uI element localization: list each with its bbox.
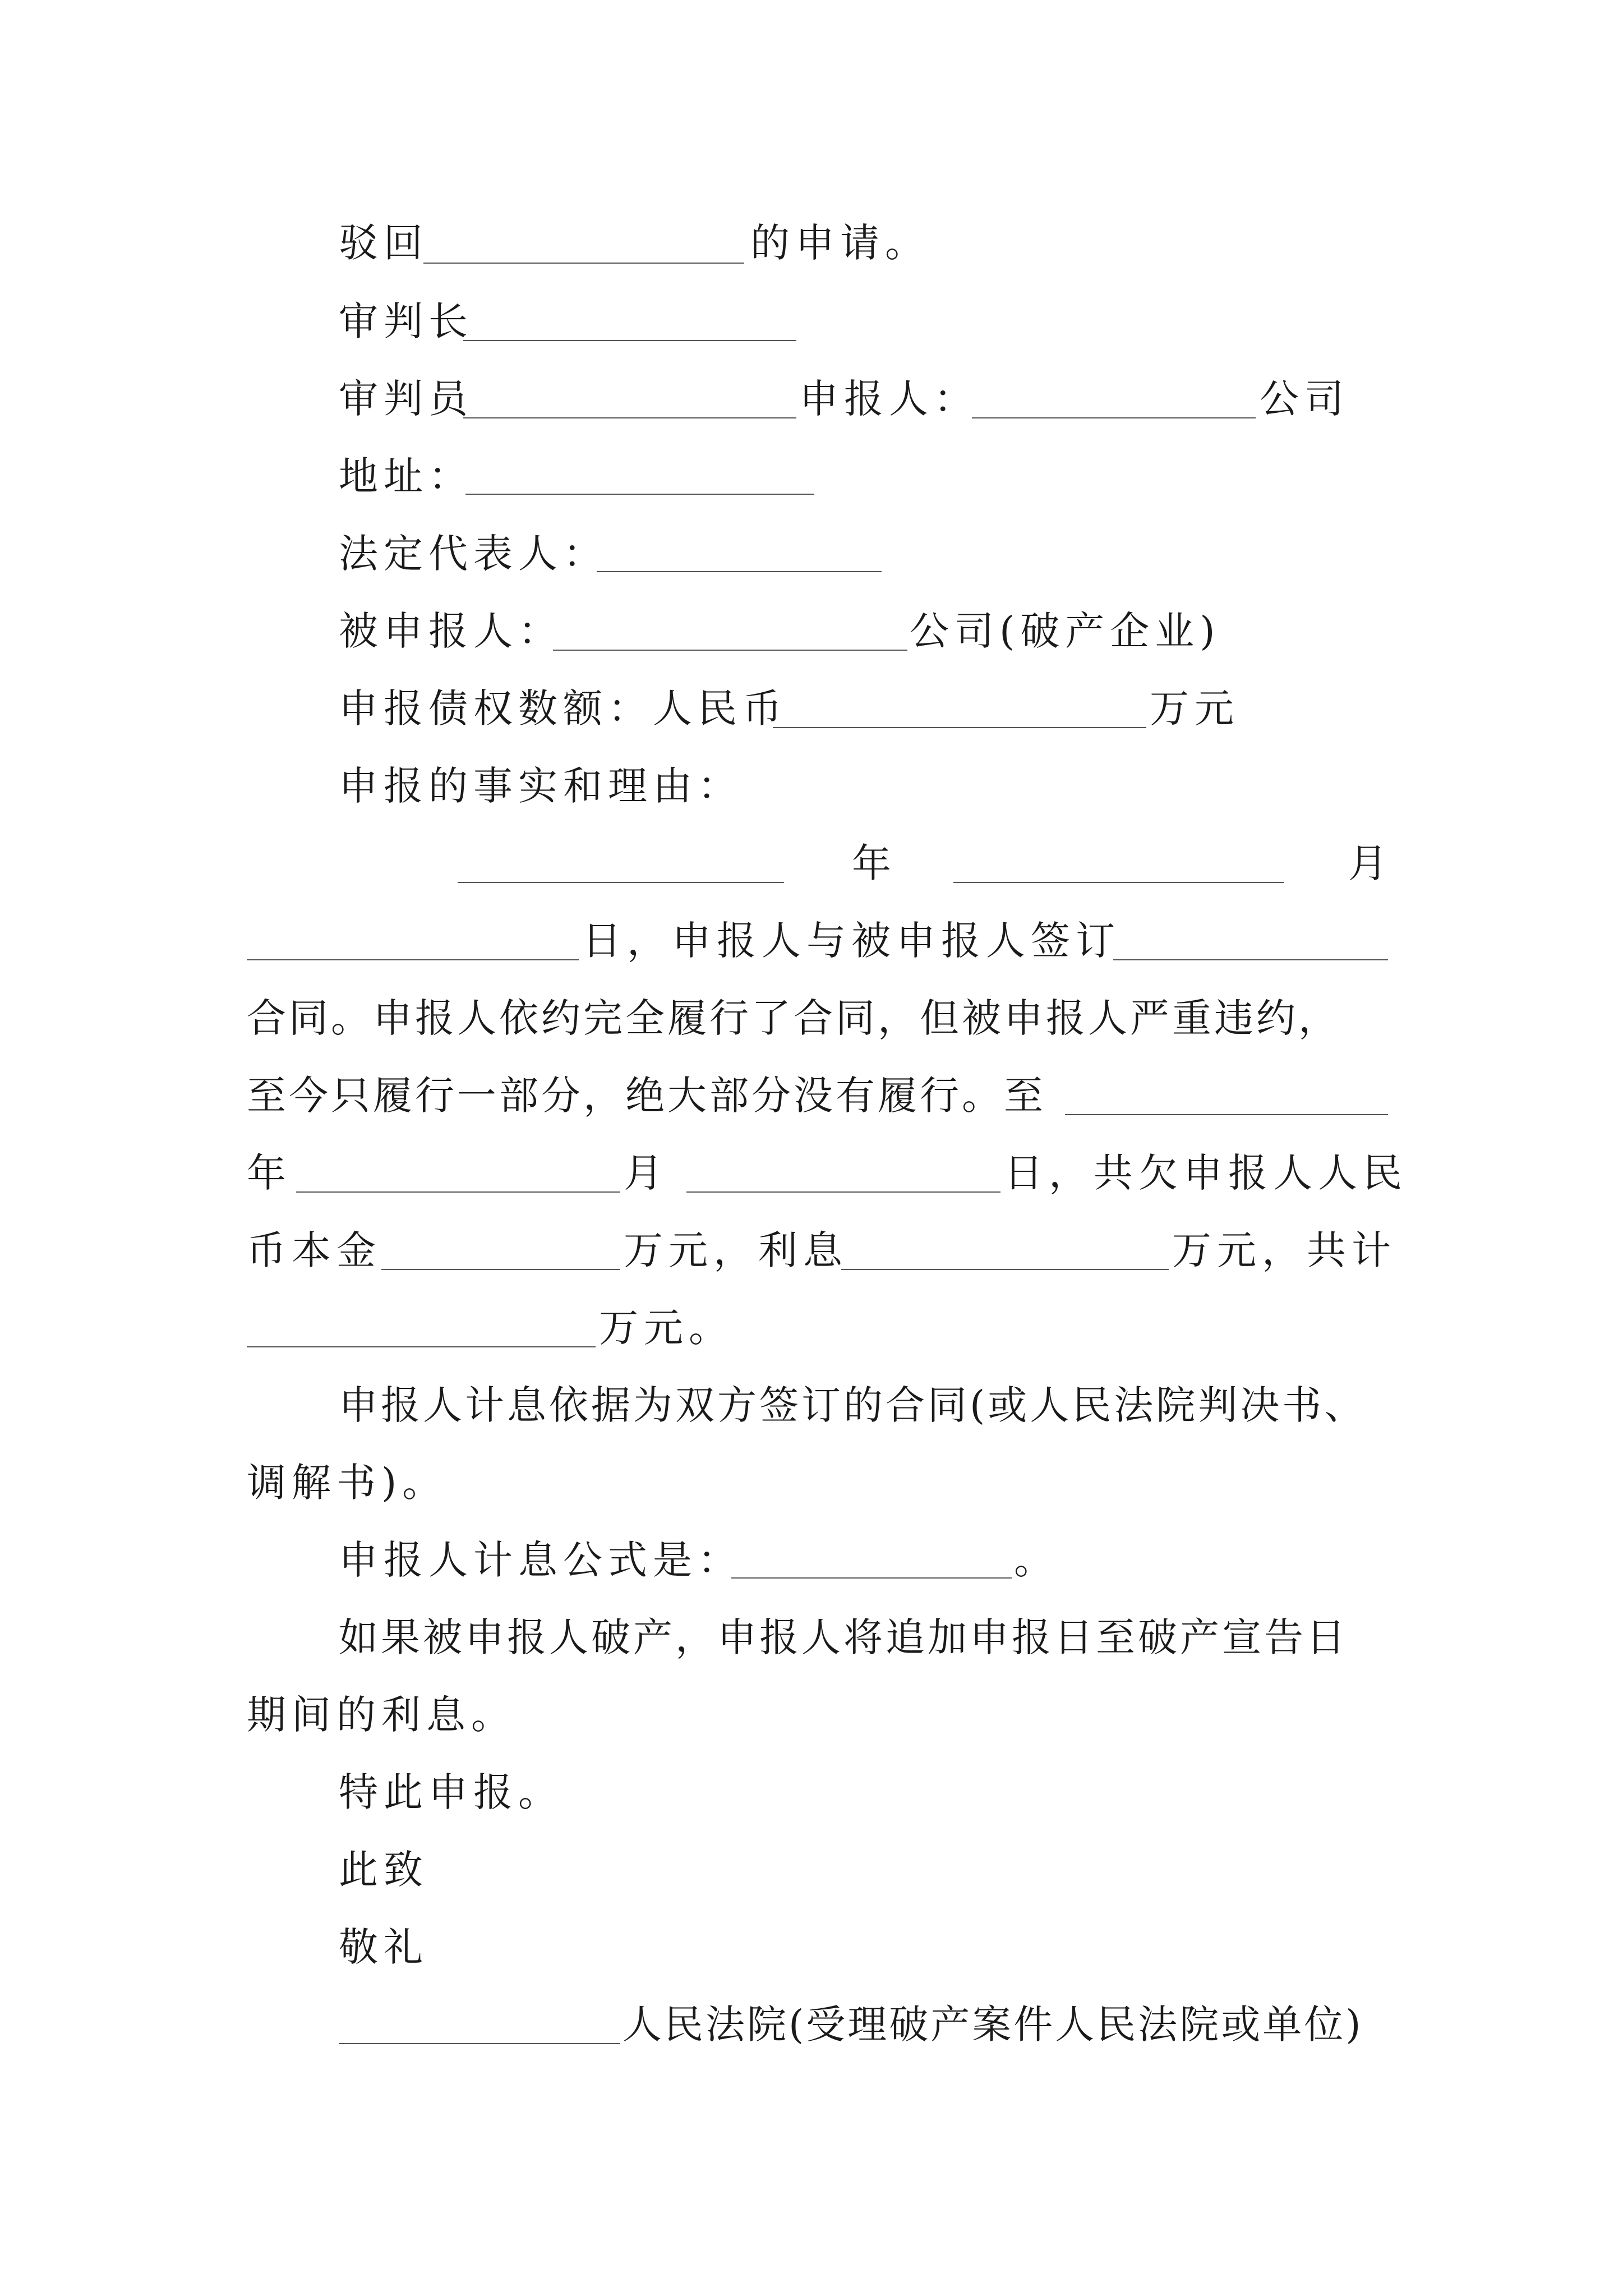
text-respondent: 被申报人： [339, 608, 563, 654]
text-month: 月 [1348, 840, 1393, 886]
text-year: 年 [852, 840, 897, 886]
text-mediation: 调解书)。 [247, 1460, 448, 1506]
text-company: 公司 [1260, 376, 1349, 422]
text-application: 的申请。 [750, 220, 930, 266]
text-signed: 日，申报人与被申报人签订 [582, 918, 1121, 964]
blank-address [465, 494, 814, 495]
text-partial-performance: 至今只履行一部分，绝大部分没有履行。至 [247, 1073, 1046, 1119]
blank-day [247, 959, 579, 960]
blank-year [458, 882, 784, 883]
text-reject: 驳回 [339, 220, 428, 266]
text-address: 地址： [339, 453, 473, 499]
blank-total [247, 1346, 596, 1347]
text-declarant: 申报人： [799, 376, 979, 422]
text-chief-judge: 审判长 [339, 298, 473, 344]
blank-applicant [423, 263, 744, 264]
text-year-2: 年 [247, 1150, 292, 1196]
blank-contract [1113, 959, 1388, 960]
text-to: 此致 [339, 1847, 428, 1893]
blank-principal [381, 1269, 620, 1270]
text-hereby-declare: 特此申报。 [339, 1769, 563, 1815]
text-facts-reasons: 申报的事实和理由： [339, 763, 743, 809]
text-interest-formula: 申报人计息公式是： [339, 1537, 743, 1583]
text-month-2: 月 [624, 1150, 668, 1196]
text-owed: 日，共欠申报人人民 [1004, 1150, 1408, 1196]
blank-interest [841, 1269, 1169, 1270]
blank-formula [731, 1577, 1012, 1579]
blank-claim-amount [773, 727, 1146, 728]
blank-until-year [1065, 1114, 1388, 1115]
blank-legal-rep [597, 571, 882, 572]
text-bankrupt-company: 公司(破产企业) [910, 608, 1221, 654]
text-legal-rep: 法定代表人： [339, 531, 608, 577]
blank-month [953, 882, 1284, 883]
blank-respondent-company [553, 650, 907, 651]
text-interest-period: 期间的利息。 [247, 1692, 516, 1738]
text-principal: 币本金 [247, 1227, 381, 1273]
text-court: 人民法院(受理破产案件人民法院或单位) [623, 2001, 1363, 2047]
text-ten-thousand-yuan: 万元 [1150, 685, 1239, 731]
text-interest: 万元，利息 [624, 1227, 848, 1273]
text-regards: 敬礼 [339, 1924, 428, 1970]
text-total: 万元，共计 [1172, 1227, 1396, 1273]
blank-chief-judge [463, 340, 796, 341]
text-claim-amount: 申报债权数额：人民币 [339, 685, 787, 731]
text-period: 。 [1014, 1537, 1059, 1583]
text-additional-claim: 如果被申报人破产，申报人将追加申报日至破产宣告日 [339, 1614, 1348, 1660]
blank-declarant-company [972, 417, 1256, 418]
text-total-unit: 万元。 [599, 1305, 734, 1351]
blank-until-day [686, 1191, 1000, 1193]
text-interest-basis: 申报人计息依据为双方签订的合同(或人民法院判决书、 [339, 1382, 1367, 1428]
blank-court [339, 2043, 620, 2044]
blank-judge [463, 417, 796, 418]
blank-until-month [296, 1191, 620, 1193]
text-contract-breach: 合同。申报人依约完全履行了合同，但被申报人严重违约， [247, 995, 1340, 1041]
text-judge: 审判员 [339, 376, 473, 422]
